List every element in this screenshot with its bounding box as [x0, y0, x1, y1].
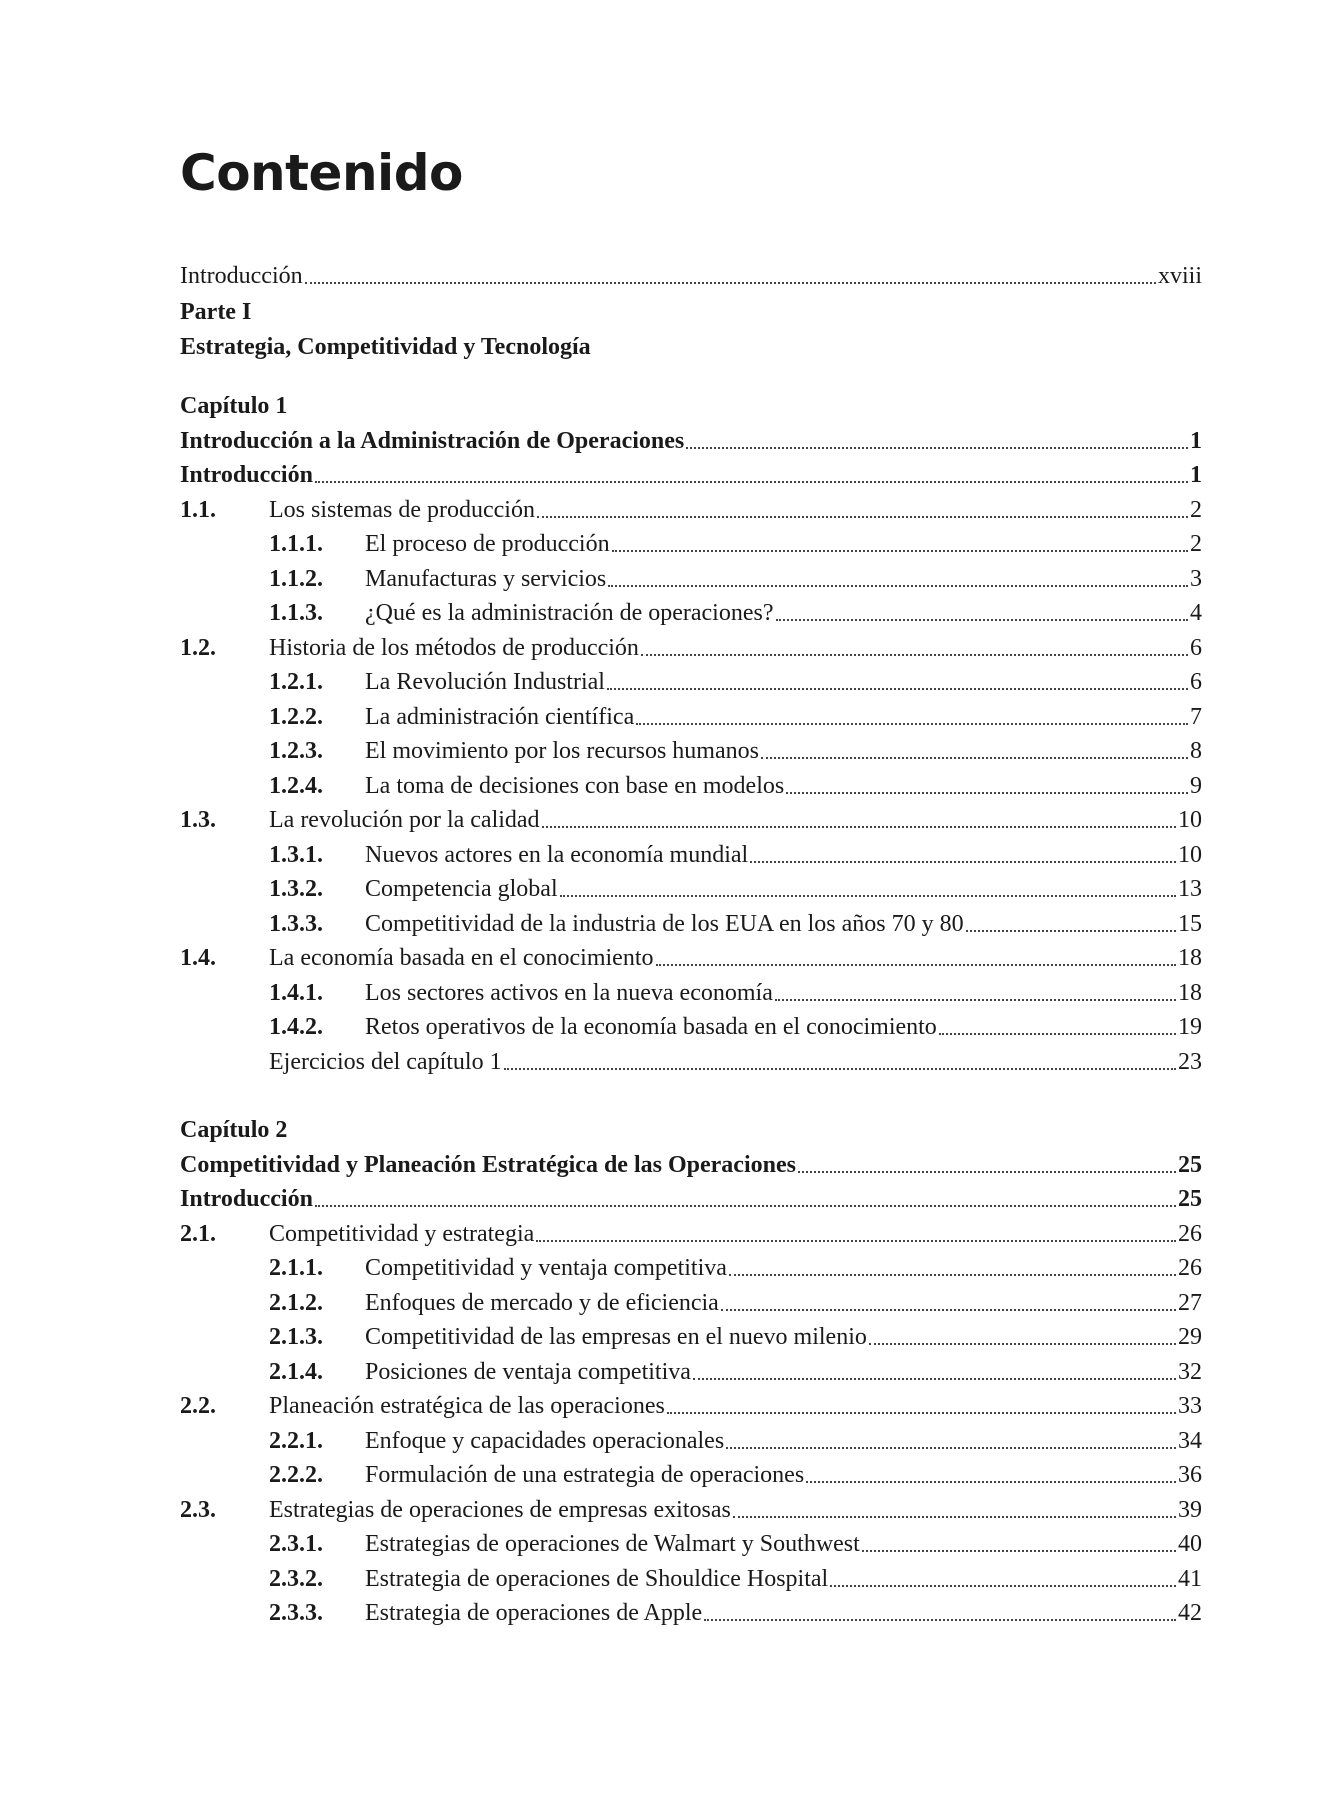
toc-entry-label: Estrategias de operaciones de Walmart y Southwest — [365, 1531, 860, 1557]
toc-entry-label: La Revolución Industrial — [365, 669, 605, 695]
toc-entry-label: Los sistemas de producción — [269, 496, 535, 523]
chapter1-intro-label: Introducción — [180, 462, 313, 488]
toc-entry-label: Manufacturas y servicios — [365, 565, 607, 592]
dot-leader — [761, 756, 1188, 759]
toc-entry[interactable] — [180, 1421, 1202, 1456]
toc-entry-number: 1.1. — [180, 496, 216, 523]
toc-entry-label: Planeación estratégica de las operaciones — [269, 1393, 665, 1419]
dot-leader — [786, 791, 1188, 794]
toc-entry-label: Competencia global — [365, 876, 558, 902]
toc-entry-page: 36 — [1178, 1462, 1202, 1488]
toc-entry-label: Historia de los métodos de producción — [269, 634, 639, 661]
toc-entry-number: 1.2. — [180, 634, 216, 661]
toc-entry-page: 42 — [1178, 1600, 1202, 1626]
dot-leader — [607, 687, 1188, 690]
toc-entry-page: 2 — [1190, 496, 1202, 523]
dot-leader — [542, 825, 1176, 828]
toc-entry[interactable] — [180, 732, 1202, 767]
toc-entry-label: El movimiento por los recursos humanos — [365, 738, 759, 764]
toc-entry-page: 6 — [1190, 669, 1202, 695]
chapter1-label: Capítulo 1 — [180, 393, 288, 419]
toc-entry-number: 2.3.2. — [269, 1565, 323, 1592]
toc-entry-label: La toma de decisiones con base en modelos — [365, 772, 785, 799]
toc-entry-page: 9 — [1190, 772, 1202, 799]
toc-entry-page: 6 — [1190, 634, 1202, 661]
toc-entry-page: 10 — [1178, 807, 1202, 833]
toc-entry-number: 1.4.1. — [269, 979, 323, 1006]
toc-entry-number: 2.2. — [180, 1393, 216, 1419]
dot-leader — [536, 1239, 1176, 1242]
dot-leader — [733, 1515, 1176, 1518]
toc-entry[interactable] — [180, 904, 1202, 939]
toc-entry-number: 1.1.2. — [269, 565, 323, 592]
dot-leader — [704, 1618, 1176, 1621]
toc-entry[interactable] — [180, 1559, 1202, 1594]
toc-entry[interactable] — [180, 663, 1202, 698]
dot-leader — [750, 860, 1176, 863]
dot-leader — [966, 929, 1176, 932]
dot-leader — [656, 963, 1176, 966]
toc-entry-number: 2.1.3. — [269, 1324, 323, 1350]
dot-leader — [315, 480, 1188, 483]
dot-leader — [869, 1342, 1176, 1345]
dot-leader — [315, 1204, 1176, 1207]
toc-entry[interactable] — [180, 1456, 1202, 1491]
toc-entry-number: 1.3. — [180, 807, 216, 833]
dot-leader — [641, 653, 1188, 656]
toc-entry[interactable] — [180, 1352, 1202, 1387]
toc-entry-page: 33 — [1178, 1393, 1202, 1419]
toc-entry-page: 26 — [1178, 1255, 1202, 1281]
dot-leader — [862, 1549, 1176, 1552]
toc-entry-label: El proceso de producción — [365, 531, 610, 557]
toc-entry-label: Competitividad de las empresas en el nuevo milenio — [365, 1324, 867, 1350]
toc-entry-page: 7 — [1190, 703, 1202, 730]
toc-intro-page: xviii — [1157, 262, 1202, 289]
toc-entry[interactable] — [180, 835, 1202, 870]
dot-leader — [305, 281, 1156, 284]
dot-leader — [686, 446, 1188, 449]
toc-entry-page: 23 — [1178, 1048, 1202, 1075]
toc-entry-page: 3 — [1190, 565, 1202, 592]
page-title: Contenido — [180, 144, 463, 202]
toc-entry[interactable] — [180, 490, 1202, 525]
dot-leader — [537, 515, 1188, 518]
toc-entry-label: Estrategia de operaciones de Apple — [365, 1600, 703, 1626]
toc-entry-label: Estrategias de operaciones de empresas exitosas — [269, 1496, 731, 1523]
toc-entry-page: 19 — [1178, 1014, 1202, 1040]
toc-entry-number: 2.1. — [180, 1220, 216, 1247]
toc-intro-line[interactable] — [180, 256, 1202, 291]
toc-entry-number: 2.1.1. — [269, 1255, 323, 1281]
dot-leader — [776, 618, 1189, 621]
dot-leader — [726, 1446, 1176, 1449]
toc-entry-number: 2.3.1. — [269, 1531, 323, 1557]
toc-entry-label: La economía basada en el conocimiento — [269, 945, 654, 971]
toc-entry-page: 18 — [1178, 979, 1202, 1006]
dot-leader — [721, 1308, 1176, 1311]
toc-entry-page: 8 — [1190, 738, 1202, 764]
toc-entry[interactable] — [180, 1042, 1202, 1077]
chapter1-title: Introducción a la Administración de Operaciones — [180, 427, 685, 454]
toc-entry-number: 1.3.3. — [269, 910, 323, 937]
toc-entry-number: 1.1.1. — [269, 531, 323, 557]
toc-entry[interactable] — [180, 525, 1202, 560]
toc-entry-label: Competitividad y ventaja competitiva — [365, 1255, 727, 1281]
dot-leader — [775, 998, 1176, 1001]
toc-entry-page: 27 — [1178, 1289, 1202, 1316]
toc-entry-label: Enfoque y capacidades operacionales — [365, 1427, 725, 1454]
toc-entry-page: 39 — [1178, 1496, 1202, 1523]
part-label: Parte I — [180, 299, 252, 325]
toc-entry-number: 1.2.2. — [269, 703, 323, 730]
toc-entry[interactable] — [180, 559, 1202, 594]
toc-entry-label: Nuevos actores en la economía mundial — [365, 841, 749, 868]
chapter2-intro-page: 25 — [1178, 1186, 1202, 1212]
chapter1-title-line[interactable] — [180, 421, 1202, 456]
toc-entry[interactable] — [180, 801, 1202, 836]
toc-entry[interactable] — [180, 973, 1202, 1008]
table-of-contents — [180, 256, 1202, 1628]
chapter2-title-line[interactable] — [180, 1145, 1202, 1180]
toc-entry[interactable] — [180, 870, 1202, 905]
toc-entry-number: 1.3.2. — [269, 876, 323, 902]
toc-entry-label: Los sectores activos en la nueva economía — [365, 979, 773, 1006]
chapter2-title: Competitividad y Planeación Estratégica de las Operaciones — [180, 1151, 796, 1178]
chapter1-entries — [180, 490, 1202, 1077]
chapter2-label: Capítulo 2 — [180, 1117, 288, 1143]
toc-entry[interactable] — [180, 594, 1202, 629]
dot-leader — [939, 1032, 1176, 1035]
toc-entry-number: 2.2.2. — [269, 1462, 323, 1488]
chapter1-intro-page: 1 — [1190, 462, 1202, 488]
toc-entry[interactable] — [180, 766, 1202, 801]
toc-entry-number: 2.3.3. — [269, 1600, 323, 1626]
toc-entry-page: 26 — [1178, 1220, 1202, 1247]
chapter1-title-page: 1 — [1190, 427, 1202, 454]
toc-entry-label: Competitividad y estrategia — [269, 1220, 535, 1247]
toc-entry-page: 29 — [1178, 1324, 1202, 1350]
toc-entry-number: 2.1.2. — [269, 1289, 323, 1316]
toc-entry[interactable] — [180, 1490, 1202, 1525]
toc-entry-label: Estrategia de operaciones de Shouldice Hospital — [365, 1565, 829, 1592]
dot-leader — [693, 1377, 1176, 1380]
toc-entry-number: 2.2.1. — [269, 1427, 323, 1454]
toc-entry[interactable] — [180, 1387, 1202, 1422]
toc-entry[interactable] — [180, 1318, 1202, 1353]
toc-entry[interactable] — [180, 1249, 1202, 1284]
toc-entry-label: Enfoques de mercado y de eficiencia — [365, 1289, 719, 1316]
toc-entry-number: 2.1.4. — [269, 1358, 323, 1385]
chapter2-intro-label: Introducción — [180, 1186, 313, 1212]
toc-entry[interactable] — [180, 1525, 1202, 1560]
toc-entry-page: 34 — [1178, 1427, 1202, 1454]
dot-leader — [608, 584, 1188, 587]
toc-entry-label: Formulación de una estrategia de operaciones — [365, 1462, 805, 1488]
dot-leader — [636, 722, 1188, 725]
part-title: Estrategia, Competitividad y Tecnología — [180, 333, 591, 360]
toc-entry-page: 2 — [1190, 531, 1202, 557]
toc-entry[interactable] — [180, 939, 1202, 974]
toc-entry-number: 1.2.4. — [269, 772, 323, 799]
toc-entry-page: 32 — [1178, 1358, 1202, 1385]
dot-leader — [806, 1480, 1176, 1483]
dot-leader — [612, 549, 1188, 552]
toc-entry-page: 15 — [1178, 910, 1202, 937]
toc-entry[interactable] — [180, 628, 1202, 663]
toc-entry-label: Posiciones de ventaja competitiva — [365, 1358, 691, 1385]
toc-entry-label: Retos operativos de la economía basada en el conocimiento — [365, 1014, 937, 1040]
dot-leader — [830, 1584, 1176, 1587]
toc-entry-page: 40 — [1178, 1531, 1202, 1557]
toc-entry-label: Ejercicios del capítulo 1 — [269, 1048, 502, 1075]
toc-entry-label: La revolución por la calidad — [269, 807, 540, 833]
toc-entry-page: 41 — [1178, 1565, 1202, 1592]
toc-entry[interactable] — [180, 1594, 1202, 1629]
toc-entry-number: 1.1.3. — [269, 600, 323, 626]
dot-leader — [729, 1273, 1176, 1276]
toc-entry-number: 1.4. — [180, 945, 216, 971]
chapter2-intro-line[interactable] — [180, 1180, 1202, 1215]
toc-entry[interactable] — [180, 697, 1202, 732]
toc-intro-label: Introducción — [180, 262, 303, 289]
dot-leader — [504, 1067, 1176, 1070]
toc-entry[interactable] — [180, 1008, 1202, 1043]
toc-entry-number: 1.2.1. — [269, 669, 323, 695]
toc-entry[interactable] — [180, 1283, 1202, 1318]
toc-entry-label: Competitividad de la industria de los EUA en los años 70 y 80 — [365, 910, 964, 937]
toc-entry-page: 18 — [1178, 945, 1202, 971]
chapter2-entries — [180, 1214, 1202, 1628]
toc-entry-label: ¿Qué es la administración de operaciones? — [365, 600, 774, 626]
toc-entry-label: La administración científica — [365, 703, 635, 730]
toc-entry-page: 4 — [1190, 600, 1202, 626]
toc-entry[interactable] — [180, 1214, 1202, 1249]
dot-leader — [667, 1411, 1176, 1414]
toc-entry-page: 13 — [1178, 876, 1202, 902]
dot-leader — [560, 894, 1176, 897]
toc-entry-number: 1.2.3. — [269, 738, 323, 764]
chapter2-title-page: 25 — [1178, 1151, 1202, 1178]
toc-entry-page: 10 — [1178, 841, 1202, 868]
chapter1-intro-line[interactable] — [180, 456, 1202, 491]
dot-leader — [798, 1170, 1176, 1173]
toc-entry-number: 2.3. — [180, 1496, 216, 1523]
toc-entry-number: 1.4.2. — [269, 1014, 323, 1040]
toc-entry-number: 1.3.1. — [269, 841, 323, 868]
